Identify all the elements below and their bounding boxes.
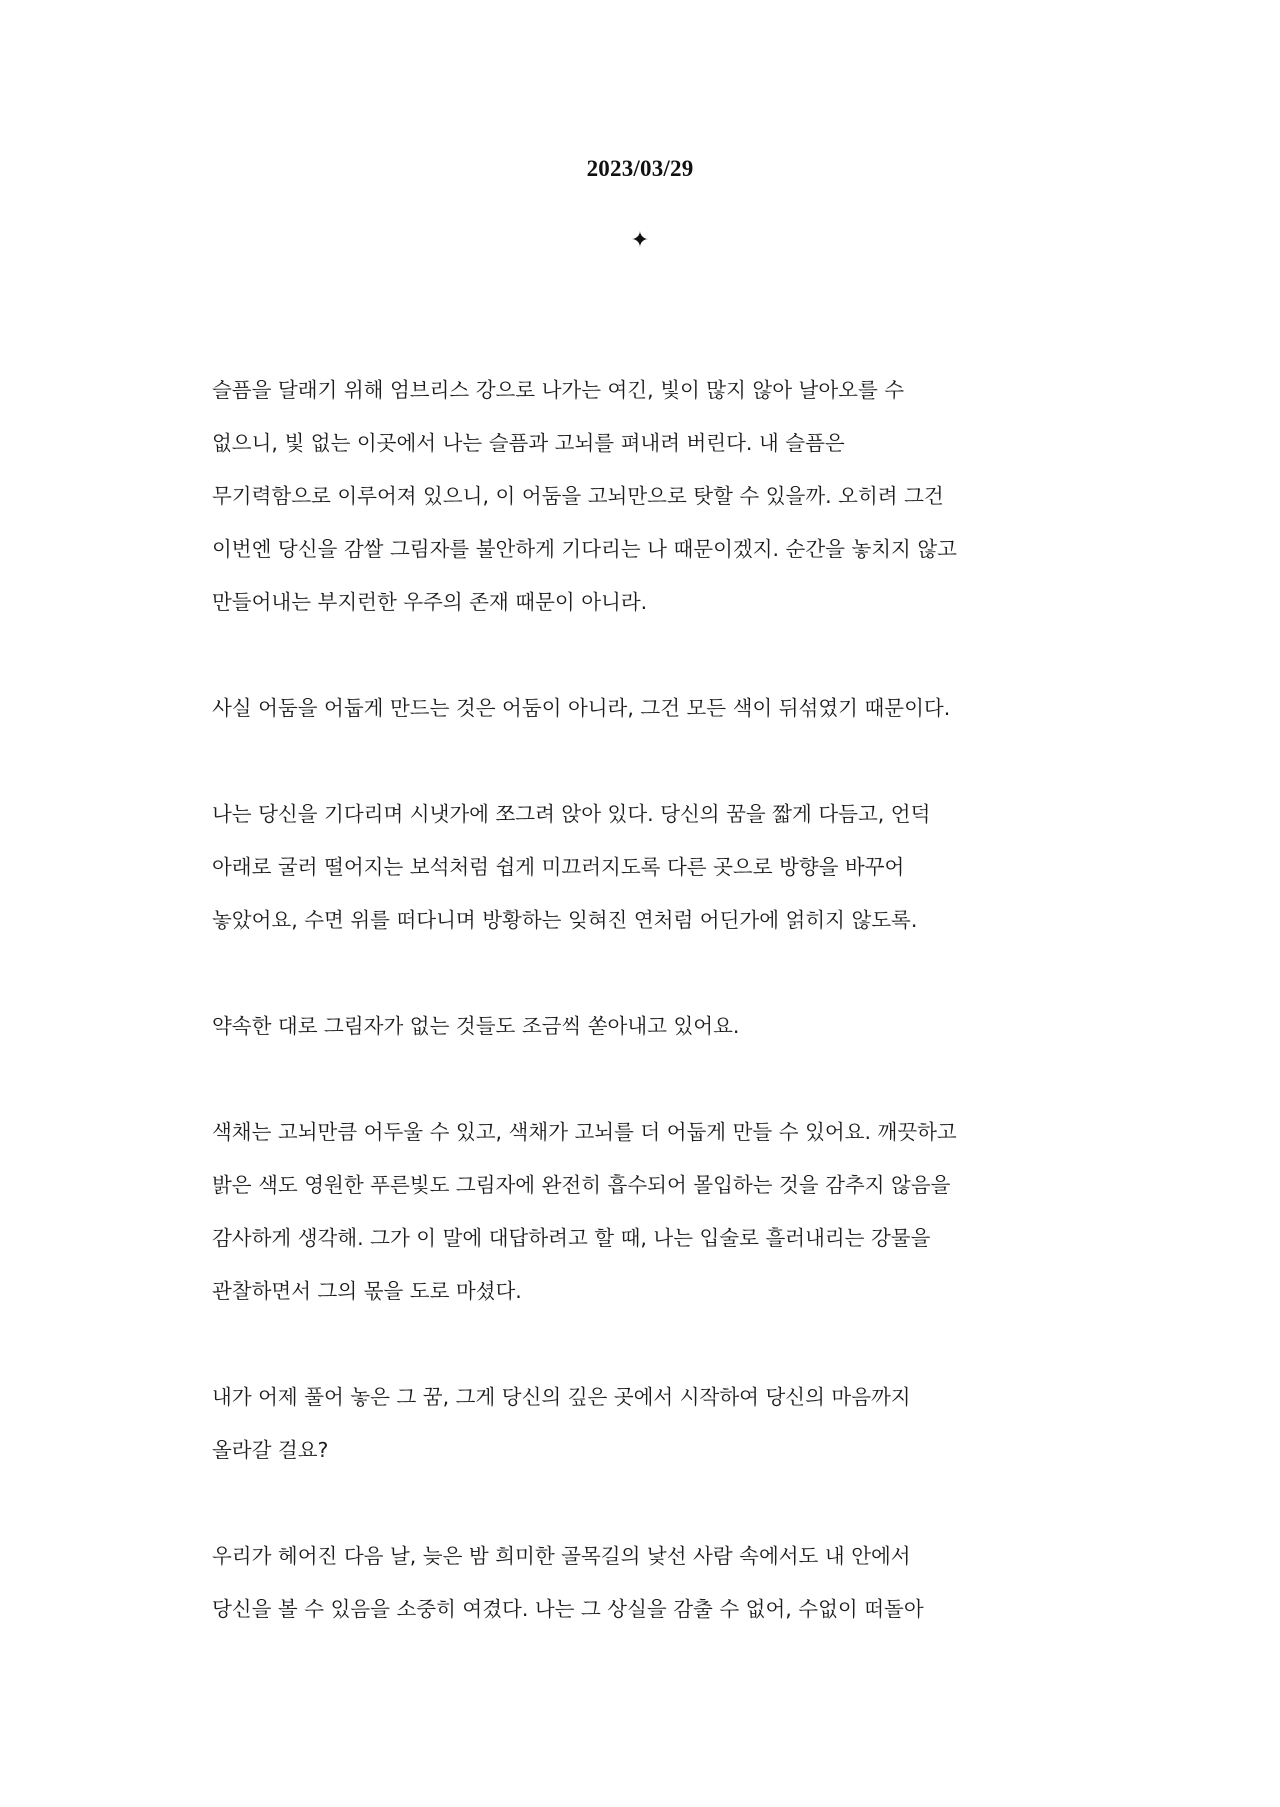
paragraph-gap [212, 735, 1092, 788]
text-line: 없으니, 빛 없는 이곳에서 나는 슬픔과 고뇌를 펴내려 버린다. 내 슬픔은 [212, 431, 845, 455]
paragraph-gap [212, 629, 1092, 682]
text-line: 색채는 고뇌만큼 어두울 수 있고, 색채가 고뇌를 더 어둡게 만들 수 있어요. 깨끗하고 [212, 1120, 957, 1144]
paragraph-gap [212, 1053, 1092, 1106]
text-line: 우리가 헤어진 다음 날, 늦은 밤 희미한 골목길의 낯선 사람 속에서도 내 안에서 [212, 1544, 911, 1568]
text-line: 아래로 굴러 떨어지는 보석처럼 쉽게 미끄러지도록 다른 곳으로 방향을 바꾸어 [212, 855, 905, 879]
body-text [212, 364, 1092, 1636]
text-line: 무기력함으로 이루어져 있으니, 이 어둠을 고뇌만으로 탓할 수 있을까. 오히려 그건 [212, 484, 944, 508]
paragraph [212, 682, 1092, 735]
text-line: 올라갈 걸요? [212, 1438, 329, 1462]
text-line: 감사하게 생각해. 그가 이 말에 대답하려고 할 때, 나는 입술로 흘러내리는 강물을 [212, 1226, 931, 1250]
paragraph [212, 1530, 1092, 1636]
text-line: 내가 어제 풀어 놓은 그 꿈, 그게 당신의 깊은 곳에서 시작하여 당신의 마음까지 [212, 1385, 911, 1409]
text-line: 놓았어요, 수면 위를 떠다니며 방황하는 잊혀진 연처럼 어딘가에 얽히지 않도록. [212, 908, 918, 932]
text-line: 밝은 색도 영원한 푸른빛도 그림자에 완전히 흡수되어 몰입하는 것을 감추지 않음을 [212, 1173, 951, 1197]
paragraph [212, 1371, 1092, 1477]
paragraph [212, 1000, 1092, 1053]
text-line: 약속한 대로 그림자가 없는 것들도 조금씩 쏟아내고 있어요. [212, 1014, 740, 1038]
entry-date: 2023/03/29 [586, 156, 694, 181]
paragraph-gap [212, 1318, 1092, 1371]
star-divider-icon: ✦ [630, 228, 650, 253]
text-line: 관찰하면서 그의 몫을 도로 마셨다. [212, 1279, 522, 1303]
paragraph [212, 1106, 1092, 1318]
text-line: 만들어내는 부지런한 우주의 존재 때문이 아니라. [212, 590, 648, 614]
text-line: 사실 어둠을 어둡게 만드는 것은 어둠이 아니라, 그건 모든 색이 뒤섞였기 때문이다. [212, 696, 951, 720]
text-line: 이번엔 당신을 감쌀 그림자를 불안하게 기다리는 나 때문이겠지. 순간을 놓치지 않고 [212, 537, 957, 561]
paragraph-gap [212, 947, 1092, 1000]
text-line: 슬픔을 달래기 위해 엄브리스 강으로 나가는 여긴, 빛이 많지 않아 날아오를 수 [212, 378, 905, 402]
text-line: 나는 당신을 기다리며 시냇가에 쪼그려 앉아 있다. 당신의 꿈을 짧게 다듬고, 언덕 [212, 802, 931, 826]
text-line: 당신을 볼 수 있음을 소중히 여겼다. 나는 그 상실을 감출 수 없어, 수없이 떠돌아 [212, 1597, 924, 1621]
paragraph-gap [212, 1477, 1092, 1530]
paragraph [212, 364, 1092, 629]
paragraph [212, 788, 1092, 947]
